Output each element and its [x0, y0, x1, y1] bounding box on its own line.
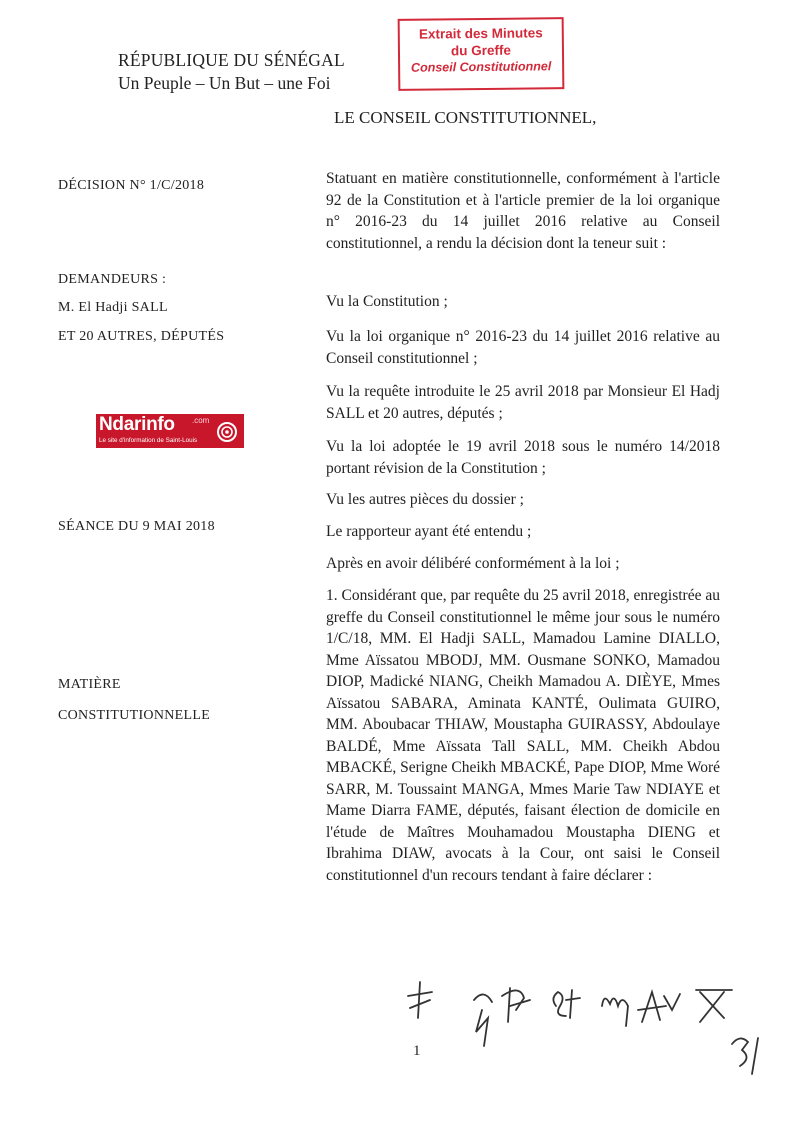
logo-suffix: .com — [192, 416, 210, 425]
demandeur-name: M. El Hadji SALL — [58, 300, 168, 315]
rapporteur-line: Le rapporteur ayant été entendu ; — [326, 523, 532, 540]
demandeur-others: ET 20 AUTRES, DÉPUTÉS — [58, 329, 225, 344]
registry-stamp — [398, 17, 565, 91]
considerant-1: 1. Considérant que, par requête du 25 avril 2018, enregistrée au greffe du Conseil constitutionnel le même jour sous le numéro 1/C/18, MM. El Hadji SALL, Mamadou Lamine DIALLO, Mme Aïssatou MBODJ, MM. Ousmane SONKO, Mamadou DIOP, Madické NIANG, Cheikh Mamadou A. DIÈYE, Mmes Aïssatou SABARA, Aminata KANTÉ, Oulimata GUIRO, MM. Aboubacar THIAW, Moustapha GUIRASSY, Abdoulaye BALDÉ, Mme Aïssata Tall SALL, MM. Cheikh Abdou MBACKÉ, Serigne Cheikh MBACKÉ, Pape DIOP, Mme Woré SARR, M. Toussaint MANGA, Mmes Marie Taw NDIAYE et Mame Diarra FAME, députés, faisant élection de domicile en l'étude de Maîtres Mouhamadou Moustapha DIENG et Ibrahima DIAW, avocats à la Cour, ont saisi le Conseil constitutionnel d'un recours tendant à faire déclarer : — [326, 587, 720, 884]
vu-constitution: Vu la Constitution ; — [326, 293, 448, 310]
seance-date: SÉANCE DU 9 MAI 2018 — [58, 519, 215, 534]
logo-tagline: Le site d'information de Saint-Louis — [99, 437, 198, 444]
logo-swirl-icon — [214, 420, 240, 444]
matiere-label: MATIÈRE — [58, 677, 121, 692]
matiere-value: CONSTITUTIONNELLE — [58, 708, 211, 723]
delibere-line: Après en avoir délibéré conformément à la loi ; — [326, 555, 620, 572]
signatures-initials — [380, 970, 780, 1100]
stamp-line-2: du Greffe — [450, 42, 512, 59]
vu-requete: Vu la requête introduite le 25 avril 2018 par Monsieur El Hadj SALL et 20 autres, députés ; — [326, 383, 720, 422]
institution-title: LE CONSEIL CONSTITUTIONNEL, — [334, 108, 597, 127]
letterhead — [118, 50, 358, 94]
demandeurs-label: DEMANDEURS : — [58, 272, 167, 287]
intro-paragraph: Statuant en matière constitutionnelle, conformément à l'article 92 de la Constitution et à l'article premier de la loi organique n° 2016-23 du 14 juillet 2016 relative au Conseil constitutionnel, a rendu la décision dont la teneur suit : — [326, 170, 720, 252]
decision-number: DÉCISION N° 1/C/2018 — [58, 178, 205, 193]
page-number: 1 — [413, 1043, 421, 1059]
logo-name: Ndarinfo — [99, 414, 175, 435]
vu-loi-organique: Vu la loi organique n° 2016-23 du 14 juillet 2016 relative au Conseil constitutionnel ; — [326, 328, 720, 367]
country-name: RÉPUBLIQUE DU SÉNÉGAL — [118, 50, 345, 70]
vu-loi-adoptee: Vu la loi adoptée le 19 avril 2018 sous le numéro 14/2018 portant révision de la Constitution ; — [326, 438, 720, 477]
stamp-line-1: Extrait des Minutes — [418, 25, 543, 42]
stamp-line-3: Conseil Constitutionnel — [410, 59, 552, 75]
vu-pieces: Vu les autres pièces du dossier ; — [326, 491, 524, 508]
national-motto: Un Peuple – Un But – une Foi — [118, 73, 331, 93]
ndarinfo-watermark-logo — [96, 414, 244, 448]
